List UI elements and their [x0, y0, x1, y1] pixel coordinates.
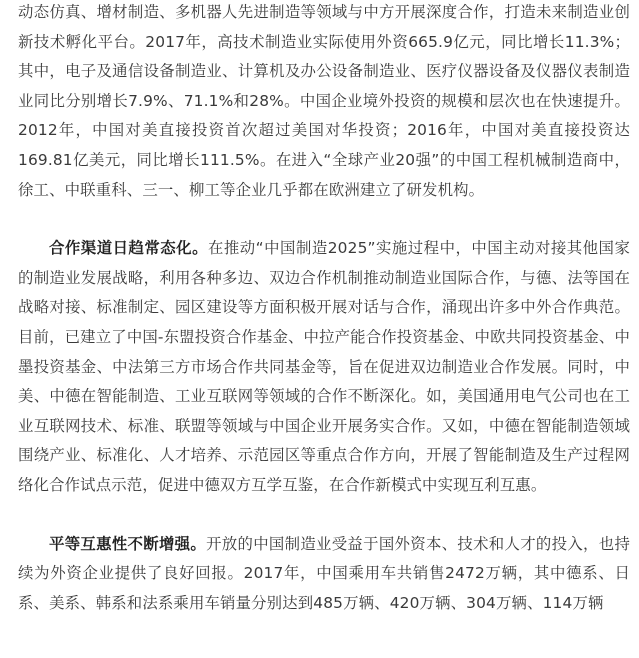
- paragraph-spacer: [18, 501, 630, 530]
- article-paragraph: [18, 0, 630, 205]
- paragraph-text: 在推动“中国制造2025”实施过程中，中国主动对接其他国家的制造业发展战略，利用各种多边、双边合作机制推动制造业国际合作，与德、法等国在战略对接、标准制定、园区建设等方面积极开展对话与合作，涌现出许多中外合作典范。目前，已建立了中国-东盟投资合作基金、中拉产能合作投资基金、中欧共同投资基金、中墨投资基金、中法第三方市场合作共同基金等，旨在促进双边制造业合作发展。同时，中美、中德在智能制造、工业互联网等领域的合作不断深化。如，美国通用电气公司也在工业互联网技术、标准、联盟等领域与中国企业开展务实合作。又如，中德在智能制造领域围绕产业、标准化、人才培养、示范园区等重点合作方向，开展了智能制造及生产过程网络化合作试点示范，促进中德双方互学互鉴，在合作新模式中实现互利互惠。: [18, 239, 630, 494]
- article-paragraph: [18, 234, 630, 500]
- paragraph-text: 动态仿真、增材制造、多机器人先进制造等领域与中方开展深度合作，打造未来制造业创新技术孵化平台。2017年，高技术制造业实际使用外资665.9亿元，同比增长11.3%；其中，电子及通信设备制造业、计算机及办公设备制造业、医疗仪器设备及仪器仪表制造业同比分别增长7.9%、71.1%和28%。中国企业境外投资的规模和层次也在快速提升。2012年，中国对美直接投资首次超过美国对华投资；2016年，中国对美直接投资达169.81亿美元，同比增长111.5%。在进入“全球产业20强”的中国工程机械制造商中，徐工、中联重科、三一、柳工等企业几乎都在欧洲建立了研发机构。: [18, 3, 630, 199]
- article-paragraph: [18, 530, 630, 619]
- paragraph-spacer: [18, 205, 630, 234]
- paragraph-text: 开放的中国制造业受益于国外资本、技术和人才的投入，也持续为外资企业提供了良好回报。2017年，中国乘用车共销售2472万辆，其中德系、日系、美系、韩系和法系乘用车销量分别达到485万辆、420万辆、304万辆、114万辆: [18, 534, 630, 612]
- article-body: [18, 0, 630, 618]
- paragraph-lead-heading: 平等互惠性不断增强。: [49, 534, 207, 553]
- paragraph-lead-heading: 合作渠道日趋常态化。: [49, 239, 208, 258]
